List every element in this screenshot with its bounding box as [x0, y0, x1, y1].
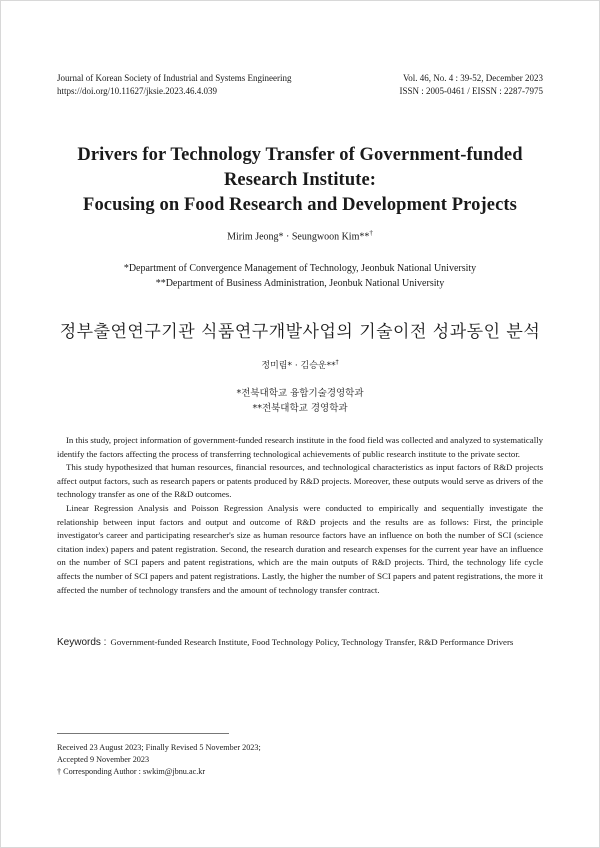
keywords-label: Keywords :: [57, 637, 107, 648]
corresponding-mark: †: [369, 229, 373, 237]
affiliations-ko: [0, 386, 600, 416]
keywords: [57, 636, 543, 650]
abstract-paragraph: Linear Regression Analysis and Poisson Regression Analysis were conducted to empirically and sequentially investigate the relationship between input factors and output and outcome of R&D projects and the results are as follows: First, the principle investigator's career and participating researcher's size as human resource factors have an influence on both the number of SCI (science citation index) papers and patent registration. Second, the research duration and research expenses for the current year have an influence on the number of SCI papers and patent registrations, which are the main outputs of R&D projects. Third, the technology life cycle affects the number of SCI papers and patent registrations. Lastly, the higher the number of SCI papers and patent registrations, the more it affected the number of technology transfers and the amount of technology transfer contract.: [57, 502, 543, 595]
authors-ko: [0, 358, 600, 371]
korean-title: 정부출연연구기관 식품연구개발사업의 기술이전 성과동인 분석: [59, 322, 541, 342]
affiliation-ko-1: *전북대학교 융합기술경영학과: [236, 388, 364, 399]
journal-header: [57, 72, 291, 98]
volume-header: [399, 72, 543, 98]
corresponding-mark-ko: †: [335, 359, 339, 366]
author-names-ko: 정미림* · 김승운**: [261, 361, 336, 371]
author-names: Mirim Jeong* · Seungwoon Kim**: [227, 231, 370, 243]
footnotes: [57, 742, 261, 777]
received-date: Received 23 August 2023; Finally Revised 5 November 2023;: [57, 743, 261, 752]
accepted-date: Accepted 9 November 2023: [57, 754, 150, 764]
volume-info: Vol. 46, No. 4 : 39-52, December 2023: [402, 73, 543, 83]
authors-en: [0, 229, 600, 242]
title-line-1: Drivers for Technology Transfer of Government-funded: [77, 145, 523, 165]
doi-link[interactable]: https://doi.org/10.11627/jksie.2023.46.4.039: [57, 86, 218, 96]
abstract-paragraph: This study hypothesized that human resources, financial resources, and technological characteristics as input factors of R&D projects affect output factors, such as research papers or patents produced by R&D projects. Moreover, these outputs would serve as drivers of the technology transfer as one of the R&D outcomes.: [57, 462, 543, 500]
title-line-2: Research Institute:: [223, 170, 377, 190]
affiliations-en: [0, 261, 600, 291]
journal-name: Journal of Korean Society of Industrial and Systems Engineering: [57, 73, 292, 83]
title-line-3: Focusing on Food Research and Development Projects: [83, 195, 517, 215]
corresponding-author: † Corresponding Author : swkim@jbnu.ac.kr: [57, 766, 206, 776]
affiliation-1: *Department of Convergence Management of Technology, Jeonbuk National University: [123, 263, 477, 274]
abstract-paragraph: In this study, project information of government-funded research institute in the food field was collected and analyzed to systematically identify the factors affecting the process of transferring technological achievements of public research institute to the private sector.: [57, 435, 544, 459]
paper-title: [40, 143, 560, 218]
footnote-divider: [57, 733, 229, 734]
keywords-text: Government-funded Research Institute, Food Technology Policy, Technology Transfer, R&D Performance Drivers: [110, 637, 514, 647]
affiliation-2: **Department of Business Administration, Jeonbuk National University: [155, 278, 445, 289]
affiliation-ko-2: **전북대학교 경영학과: [252, 403, 348, 414]
abstract: [57, 434, 543, 597]
issn-info: ISSN : 2005-0461 / EISSN : 2287-7975: [399, 86, 543, 96]
